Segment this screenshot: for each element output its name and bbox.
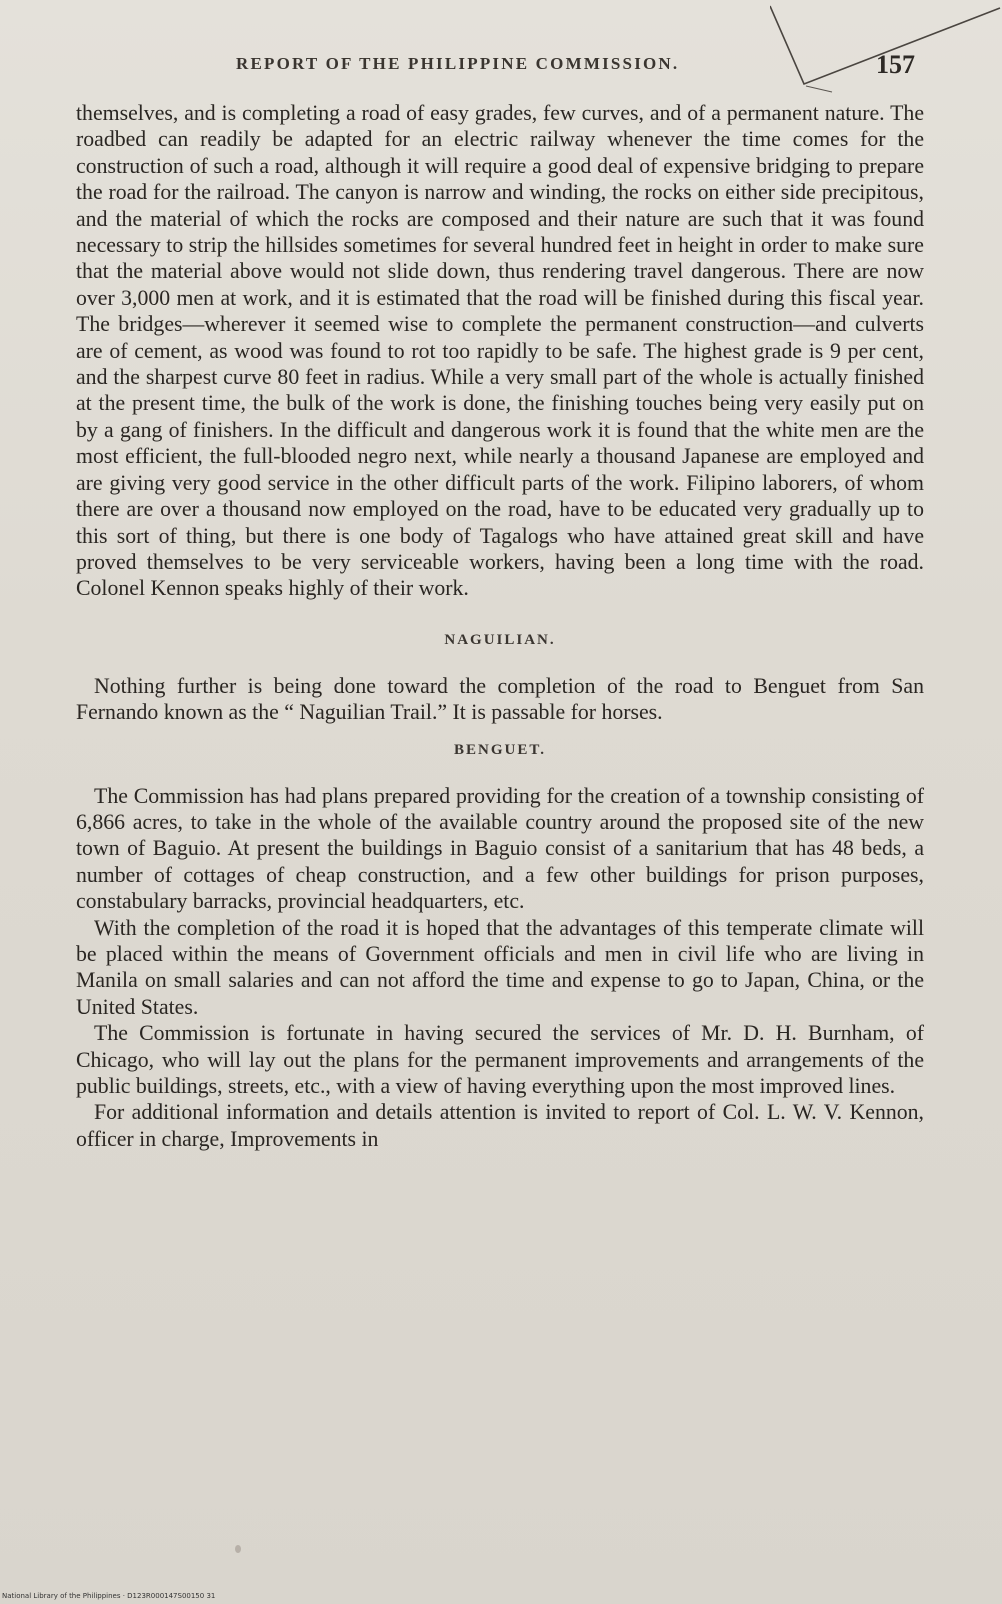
paragraph-naguilian: Nothing further is being done toward the completion of the road to Benguet from San Fernando known as the “ Naguilian Trail.” It is passable for horses. xyxy=(76,673,924,725)
section-heading-naguilian: NAGUILIAN. xyxy=(444,631,556,648)
paragraph-benguet-township: The Commission has had plans prepared providing for the creation of a township consisting of 6,866 acres, to take in the whole of the available country around the proposed site of the new town of Baguio. At present the buildings in Baguio consist of a sanitarium that has 48 beds, a number of cottages of cheap construction, and a few other buildings for prison purposes, constabulary barracks, provincial headquarters, etc. xyxy=(76,783,924,914)
paragraph-continued: themselves, and is completing a road of easy grades, few curves, and of a permanent nature. The roadbed can readily be adapted for an electric railway whenever the time comes for the construction of such a road, although it will require a good deal of expensive bridging to prepare the road for the railroad. The canyon is narrow and winding, the rocks on either side precipitous, and the material of which the rocks are composed and their nature are such that it was found necessary to strip the hillsides sometimes for several hundred feet in height in order to make sure that the material above would not slide down, thus rendering travel dangerous. There are now over 3,000 men at work, and it is estimated that the road will be finished during this fiscal year. The bridges—wherever it seemed wise to complete the permanent construction—and culverts are of cement, as wood was found to rot too rapidly to be safe. The highest grade is 9 per cent, and the sharpest curve 80 feet in radius. While a very small part of the whole is actually finished at the present time, the bulk of the work is done, the finishing touches being very easily put on by a gang of finishers. In the difficult and dangerous work it is found that the white men are the most efficient, the full-blooded negro next, while nearly a thousand Japanese are employed and are giving very good service in the other difficult parts of the work. Filipino laborers, of whom there are over a thousand now employed on the road, have to be educated very gradually up to this sort of thing, but there is one body of Tagalogs who have attained great skill and have proved themselves to be very serviceable workers, having been a long time with the road. Colonel Kennon speaks highly of their work. xyxy=(76,101,924,601)
paragraph-benguet-climate: With the completion of the road it is hoped that the advantages of this temperate climate will be placed within the means of Government officials and men in civil life who are living in Manila on small salaries and can not afford the time and expense to go to Japan, China, or the United States. xyxy=(76,915,924,1019)
running-head: REPORT OF THE PHILIPPINE COMMISSION. xyxy=(236,54,680,73)
paragraph-benguet-burnham: The Commission is fortunate in having secured the services of Mr. D. H. Burnham, of Chicago, who will lay out the plans for the permanent improvements and arrangements of the public buildings, streets, etc., with a view of having everything upon the most improved lines. xyxy=(76,1021,924,1098)
page-smudge xyxy=(235,1545,241,1553)
pencil-corner-mark xyxy=(770,0,1002,110)
section-heading-benguet: BENGUET. xyxy=(454,741,546,758)
paragraph-benguet-kennon: For additional information and details attention is invited to report of Col. L. W. V. Kennon, officer in charge, Improvements in xyxy=(76,1100,924,1151)
body-text xyxy=(76,100,924,1152)
library-credit: National Library of the Philippines · D123R000147S00150 31 xyxy=(2,1592,216,1600)
page-number: 157 xyxy=(876,50,915,79)
